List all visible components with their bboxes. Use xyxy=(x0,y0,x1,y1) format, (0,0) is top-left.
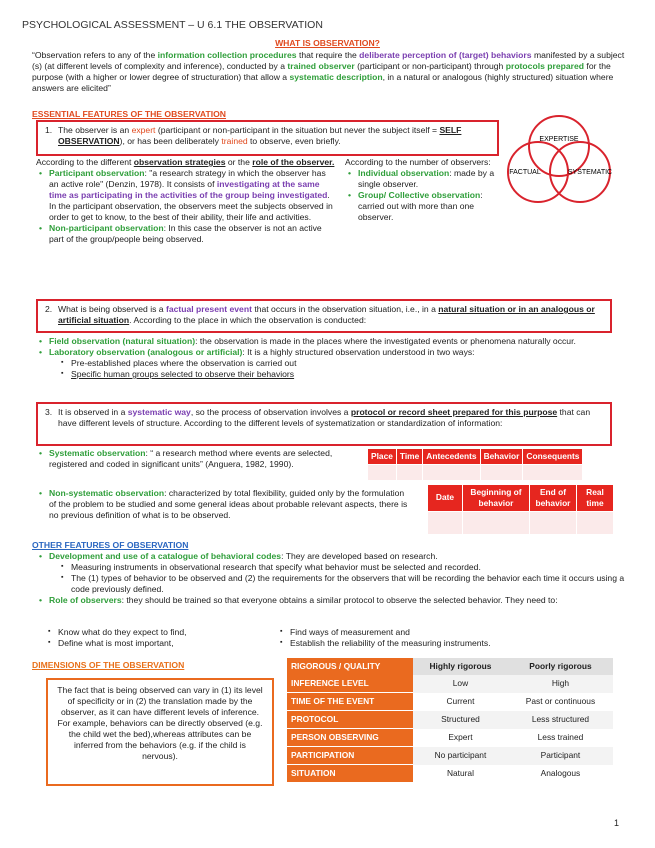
record-col: Real time xyxy=(577,485,614,512)
dim-label: PARTICIPATION xyxy=(287,747,413,765)
role-need: ▪ Define what is most important, xyxy=(58,638,276,649)
record-cell xyxy=(368,464,397,480)
venn-label-systematic: SYSTEMATIC xyxy=(567,169,613,176)
roles-left xyxy=(36,627,276,649)
role-need: ▪ Find ways of measurement and xyxy=(290,627,628,638)
dim-value: High xyxy=(508,675,613,693)
dim-value: Low xyxy=(413,675,508,693)
lab-item: ▪ Specific human groups selected to observe their behaviors xyxy=(71,369,626,380)
nonsystematic-observation: • Non-systematic observation: characterized by total flexibility, guided only by the formulation of the problem to be studied and some general ideas about probable relevant aspects, there is no previous definition of what is to be observed. xyxy=(49,488,411,521)
field-observation: • Field observation (natural situation): the observation is made in the places where the investigated events or phenomena naturally occur. xyxy=(49,336,626,347)
dim-value: Expert xyxy=(413,729,508,747)
situation-section xyxy=(36,336,626,380)
page-title: PSYCHOLOGICAL ASSESSMENT – U 6.1 THE OBSERVATION xyxy=(22,19,323,31)
other-heading: OTHER FEATURES OF OBSERVATION xyxy=(32,540,189,550)
nonsystematic-section xyxy=(36,488,411,521)
strategies-section xyxy=(36,157,336,245)
lab-item: ▪ Pre-established places where the observation is carried out xyxy=(71,358,626,369)
roles-item: • Role of observers: they should be trained so that everyone obtains a similar protocol to observe the selected behavior. They need to: xyxy=(49,595,626,606)
dim-value: Natural xyxy=(413,765,508,783)
group-observation: • Group/ Collective observation: carried out with more than one observer. xyxy=(358,190,505,223)
dim-value: Past or continuous xyxy=(508,693,613,711)
strategies-intro: According to the different observation strategies or the role of the observer. xyxy=(36,157,335,167)
nonparticipant-observation: • Non-participant observation: In this case the observer is not an active part of the group/people being observed. xyxy=(49,223,336,245)
dim-value: No participant xyxy=(413,747,508,765)
record-col: Behavior xyxy=(480,449,523,465)
record-col: Place xyxy=(368,449,397,465)
participant-observation: • Participant observation: "a research strategy in which the observer has an active role" (Denzin, 1978). It consists of investigating at the same time as participating in the activities of the group being investigated. In the participant observation, the observers meet the subjects observed in order to get to know, to the best of their ability, their life and activities. xyxy=(49,168,336,223)
systematic-observation: • Systematic observation: “ a research method where events are selected, registered and coded in significant units” (Anguera, 1982, 1990). xyxy=(49,448,366,470)
record-col: Consequents xyxy=(523,449,583,465)
number-intro: According to the number of observers: xyxy=(345,157,491,167)
dim-label: PERSON OBSERVING xyxy=(287,729,413,747)
record-col: Time xyxy=(396,449,422,465)
catalogue-item: • Development and use of a catalogue of behavioral codes: They are developed based on research. ▪ Measuring instruments in observational research that specify what behavior must be selected and recorded. ▪ The (1) types of behavior to be observed and (2) the requirements for the observers that will be recording the behavior each time it occurs using a code previously defined. xyxy=(49,551,626,595)
dim-value: Less structured xyxy=(508,711,613,729)
record-cell xyxy=(423,464,480,480)
individual-observation: • Individual observation: made by a single observer. xyxy=(358,168,505,190)
role-need: ▪ Establish the reliability of the measuring instruments. xyxy=(290,638,628,649)
what-heading: WHAT IS OBSERVATION? xyxy=(275,38,380,48)
venn-diagram xyxy=(498,108,620,210)
venn-label-factual: FACTUAL xyxy=(509,169,541,176)
record-cell xyxy=(480,464,523,480)
dimensions-box: The fact that is being observed can vary in (1) its level of specificity or in (2) the translation made by the observer, as it can have different levels of inference. For example, behaviors can be directly observed (e.g. the child wet the bed),whereas attributes can be inferred from the behaviors (e.g. if the child is nervous). xyxy=(46,678,274,786)
essential-heading: ESSENTIAL FEATURES OF THE OBSERVATION xyxy=(32,109,227,119)
dim-label: TIME OF THE EVENT xyxy=(287,693,413,711)
dim-value: Analogous xyxy=(508,765,613,783)
dim-label: SITUATION xyxy=(287,765,413,783)
role-need: ▪ Know what do they expect to find, xyxy=(58,627,276,638)
roles-right xyxy=(268,627,628,649)
dim-value: Structured xyxy=(413,711,508,729)
dim-value: Current xyxy=(413,693,508,711)
dimensions-heading: DIMENSIONS OF THE OBSERVATION xyxy=(32,660,185,670)
dim-value: Participant xyxy=(508,747,613,765)
record-col: Antecedents xyxy=(423,449,480,465)
dim-header: RIGOROUS / QUALITY xyxy=(287,658,413,675)
dim-value: Less trained xyxy=(508,729,613,747)
dim-header: Highly rigorous xyxy=(413,658,508,675)
record-cell xyxy=(396,464,422,480)
laboratory-observation: • Laboratory observation (analogous or artificial): It is a highly structured observation understood in two ways: ▪ Pre-established places where the observation is carried out ▪ Specific human groups selected to observe their behaviors xyxy=(49,347,626,380)
feature-3-box: 3. It is observed in a systematic way, so the process of observation involves a protocol or record sheet prepared for this purpose that can have different levels of structure. According to the different levels of systematization or standardization of information: xyxy=(36,402,612,446)
record-col: Beginning of behavior xyxy=(463,485,530,512)
dimensions-table xyxy=(287,658,613,783)
venn-circle-expertise xyxy=(529,116,589,176)
dimensions-table-wrap xyxy=(287,658,613,783)
record-col: End of behavior xyxy=(530,485,577,512)
dim-header: Poorly rigorous xyxy=(508,658,613,675)
record-sheet-table-1 xyxy=(367,448,583,481)
dim-label: INFERENCE LEVEL xyxy=(287,675,413,693)
page-number: 1 xyxy=(614,818,620,828)
catalogue-subitem: ▪ The (1) types of behavior to be observed and (2) the requirements for the observers that will be recording the behavior each time it occurs using a code previously defined. xyxy=(71,573,626,595)
record-cell xyxy=(577,511,614,534)
record-cell xyxy=(428,511,463,534)
feature-1-box: 1. The observer is an expert (participant or non-participant in the situation but never the subject itself = SELF OBSERVATION), or has been deliberately trained to observe, even briefly. xyxy=(36,120,499,156)
systematic-section xyxy=(36,448,366,470)
definition-paragraph: “Observation refers to any of the information collection procedures that require the deliberate perception of (target) behaviors manifested by a subject (s) (at different levels of complexity and inference), conducted by a trained observer (participant or non-participant) through protocols prepared for the purpose (with a higher or lower degree of structuration) that allow a systematic description, in a natural or analogous (highly structured) situation where answers are elicited” xyxy=(32,50,625,93)
record-cell xyxy=(463,511,530,534)
venn-label-expertise: EXPERTISE xyxy=(539,136,579,143)
record-cell xyxy=(523,464,583,480)
dim-label: PROTOCOL xyxy=(287,711,413,729)
record-sheet-table-2 xyxy=(427,484,614,535)
record-cell xyxy=(530,511,577,534)
other-section xyxy=(36,551,626,606)
record-col: Date xyxy=(428,485,463,512)
number-section xyxy=(345,157,505,223)
feature-2-box: 2. What is being observed is a factual present event that occurs in the observation situation, i.e., in a natural situation or in an analogous or artificial situation. According to the place in which the observation is conducted: xyxy=(36,299,612,333)
catalogue-subitem: ▪ Measuring instruments in observational research that specify what behavior must be selected and recorded. xyxy=(71,562,626,573)
